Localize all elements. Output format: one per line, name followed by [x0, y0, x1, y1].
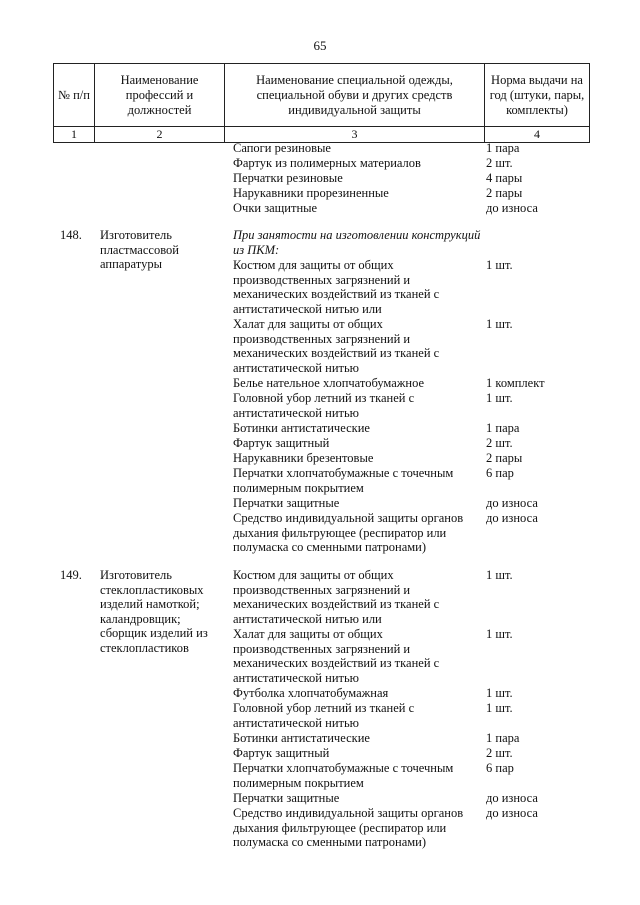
item-text: Головной убор летний из тканей с антистатической нитью — [233, 391, 415, 420]
item-text: Белье нательное хлопчатобумажное — [233, 376, 425, 390]
item-text: Средство индивидуальной защиты органов дыхания фильтрующее (респиратор или полумаска со сменными патронами) — [233, 511, 464, 555]
profession-name: Изготовитель стеклопластиковых изделий намоткой; каландровщик; сборщик изделий из стеклопластиков — [100, 568, 208, 655]
norm-text: 6 пар — [486, 466, 514, 480]
norm-text: 1 пара — [486, 141, 520, 155]
header-col-norm: Норма выдачи на год (штуки, пары, комплекты) — [485, 64, 590, 127]
item-text: Очки защитные — [233, 201, 318, 215]
condition-note: При занятости на изготовлении конструкций из ПКМ: — [233, 228, 481, 257]
item-text: Фартук защитный — [233, 436, 330, 450]
norm-text: 1 шт. — [486, 686, 513, 700]
norm-text: 2 шт. — [486, 746, 513, 760]
header-col-items: Наименование специальной одежды, специальной обуви и других средств индивидуальной защиты — [225, 64, 485, 127]
norm-text: 1 пара — [486, 421, 520, 435]
item-text: Средство индивидуальной защиты органов дыхания фильтрующее (респиратор или полумаска со сменными патронами) — [233, 806, 464, 850]
item-text: Сапоги резиновые — [233, 141, 331, 155]
norm-text: 1 шт. — [486, 258, 513, 272]
norm-text: 2 шт. — [486, 436, 513, 450]
item-text: Головной убор летний из тканей с антистатической нитью — [233, 701, 415, 730]
item-text: Халат для защиты от общих производственных загрязнений и механических воздействий из тканей с антистатической нитью — [233, 627, 440, 685]
item-text: Фартук из полимерных материалов — [233, 156, 421, 170]
norm-text: до износа — [486, 806, 538, 820]
page-number: 65 — [313, 38, 327, 53]
norm-text: 2 шт. — [486, 156, 513, 170]
norm-text: 2 пары — [486, 451, 523, 465]
norm-text: 2 пары — [486, 186, 523, 200]
norm-text: до износа — [486, 201, 538, 215]
item-text: Нарукавники прорезиненные — [233, 186, 389, 200]
norm-text: 1 шт. — [486, 391, 513, 405]
norm-text: 1 шт. — [486, 627, 513, 641]
item-text: Халат для защиты от общих производственных загрязнений и механических воздействий из тканей с антистатической нитью — [233, 317, 440, 375]
item-text: Нарукавники брезентовые — [233, 451, 374, 465]
header-col-number: № п/п — [54, 64, 95, 127]
row-number: 149. — [60, 568, 82, 582]
table-header — [53, 63, 590, 143]
row-number: 148. — [60, 228, 82, 242]
item-text: Ботинки антистатические — [233, 421, 370, 435]
norm-text: до износа — [486, 496, 538, 510]
norm-text: 1 комплект — [486, 376, 545, 390]
norm-text: до износа — [486, 791, 538, 805]
item-text: Перчатки хлопчатобумажные с точечным полимерным покрытием — [233, 466, 454, 495]
item-text: Перчатки хлопчатобумажные с точечным полимерным покрытием — [233, 761, 454, 790]
profession-name: Изготовитель пластмассовой аппаратуры — [100, 228, 179, 272]
item-text: Перчатки защитные — [233, 791, 340, 805]
norm-text: 4 пары — [486, 171, 523, 185]
item-text: Костюм для защиты от общих производственных загрязнений и механических воздействий из тканей с антистатической нитью или — [233, 258, 440, 316]
item-text: Перчатки защитные — [233, 496, 340, 510]
header-num-2: 2 — [95, 127, 225, 143]
norm-text: 1 шт. — [486, 317, 513, 331]
norm-text: 6 пар — [486, 761, 514, 775]
item-text: Перчатки резиновые — [233, 171, 343, 185]
item-text: Ботинки антистатические — [233, 731, 370, 745]
item-text: Футболка хлопчатобумажная — [233, 686, 389, 700]
norm-text: 1 шт. — [486, 701, 513, 715]
norm-text: до износа — [486, 511, 538, 525]
norm-text: 1 шт. — [486, 568, 513, 582]
item-text: Фартук защитный — [233, 746, 330, 760]
header-col-profession: Наименование профессий и должностей — [95, 64, 225, 127]
norm-text: 1 пара — [486, 731, 520, 745]
header-num-4: 4 — [485, 127, 590, 143]
item-text: Костюм для защиты от общих производственных загрязнений и механических воздействий из тканей с антистатической нитью или — [233, 568, 440, 626]
header-num-3: 3 — [225, 127, 485, 143]
header-num-1: 1 — [54, 127, 95, 143]
